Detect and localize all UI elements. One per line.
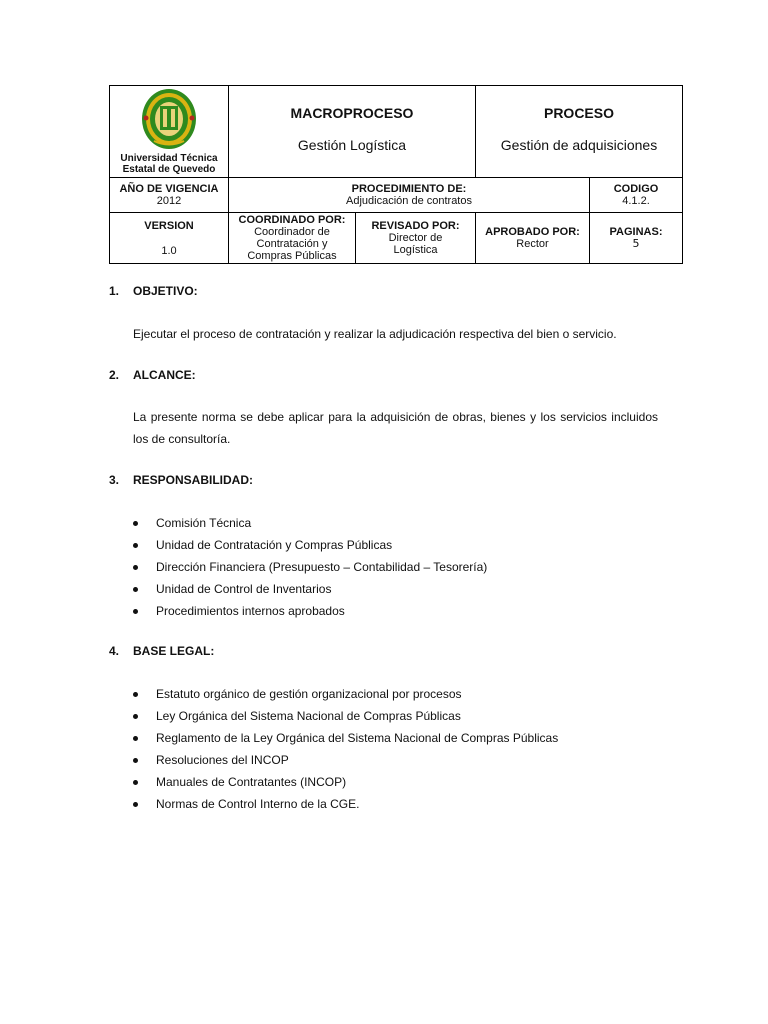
bullet-icon bbox=[133, 565, 138, 570]
version-label: VERSION bbox=[144, 219, 194, 232]
proceso-cell bbox=[476, 86, 683, 178]
coordinado-cell bbox=[229, 213, 356, 264]
list-item-text: Resoluciones del INCOP bbox=[156, 753, 289, 767]
list-item-text: Unidad de Contratación y Compras Públicas bbox=[156, 538, 393, 552]
bullet-icon bbox=[133, 587, 138, 592]
logo-cell bbox=[110, 86, 229, 178]
section-base-legal-title bbox=[109, 644, 214, 658]
list-item bbox=[133, 512, 487, 534]
list-item-text: Normas de Control Interno de la CGE. bbox=[156, 797, 360, 811]
codigo-cell bbox=[590, 178, 683, 213]
coordinado-label: COORDINADO POR: bbox=[238, 214, 346, 226]
university-name-line1: Universidad Técnica bbox=[120, 153, 218, 164]
aprobado-label: APROBADO POR: bbox=[485, 226, 580, 238]
section-number: 3. bbox=[109, 473, 120, 487]
list-item bbox=[133, 578, 487, 600]
procedimiento-cell bbox=[229, 178, 590, 213]
list-item bbox=[133, 534, 487, 556]
macroproceso-value: Gestión Logística bbox=[297, 137, 407, 153]
revisado-value-line2: Logística bbox=[393, 244, 438, 256]
bullet-icon bbox=[133, 692, 138, 697]
section-title-text: RESPONSABILIDAD: bbox=[133, 473, 254, 487]
section-responsabilidad-title bbox=[109, 473, 253, 487]
section-number: 4. bbox=[109, 644, 120, 658]
revisado-label: REVISADO POR: bbox=[371, 220, 460, 232]
list-item-text: Comisión Técnica bbox=[156, 516, 252, 530]
bullet-icon bbox=[133, 521, 138, 526]
bullet-icon bbox=[133, 543, 138, 548]
procedimiento-value: Adjudicación de contratos bbox=[346, 195, 472, 207]
document-header-table bbox=[109, 85, 683, 264]
list-item-text: Unidad de Control de Inventarios bbox=[156, 582, 332, 596]
paginas-value: 5 bbox=[632, 237, 640, 250]
paginas-label: PAGINAS: bbox=[609, 226, 663, 238]
section-title-text: BASE LEGAL: bbox=[133, 644, 215, 658]
list-item bbox=[133, 600, 487, 622]
macroproceso-cell bbox=[229, 86, 476, 178]
coordinado-value-line1: Coordinador de bbox=[254, 226, 330, 238]
section-number: 1. bbox=[109, 284, 120, 298]
section-title-text: ALCANCE: bbox=[133, 368, 196, 382]
list-item bbox=[133, 727, 558, 749]
list-item bbox=[133, 705, 558, 727]
codigo-label: CODIGO bbox=[613, 183, 659, 195]
section-alcance-title bbox=[109, 368, 196, 382]
bullet-icon bbox=[133, 802, 138, 807]
version-value: 1.0 bbox=[161, 244, 177, 257]
list-item-text: Ley Orgánica del Sistema Nacional de Compras Públicas bbox=[156, 709, 461, 723]
university-seal-logo bbox=[138, 88, 200, 150]
base-legal-list bbox=[133, 683, 558, 815]
coordinado-value-line3: Compras Públicas bbox=[247, 250, 337, 262]
objetivo-paragraph: Ejecutar el proceso de contratación y realizar la adjudicación respectiva del bien o servicio. bbox=[133, 327, 617, 341]
alcance-paragraph: La presente norma se debe aplicar para la adquisición de obras, bienes y los servicios incluidos los de consultoría. bbox=[133, 410, 658, 446]
bullet-icon bbox=[133, 780, 138, 785]
vigencia-label: AÑO DE VIGENCIA bbox=[119, 183, 219, 195]
bullet-icon bbox=[133, 736, 138, 741]
codigo-value: 4.1.2. bbox=[622, 195, 650, 207]
university-name-line2: Estatal de Quevedo bbox=[122, 164, 216, 175]
bullet-icon bbox=[133, 758, 138, 763]
macroproceso-label: MACROPROCESO bbox=[290, 105, 414, 121]
section-number: 2. bbox=[109, 368, 120, 382]
proceso-value: Gestión de adquisiciones bbox=[500, 137, 658, 153]
responsabilidad-list bbox=[133, 512, 487, 622]
vigencia-cell bbox=[110, 178, 229, 213]
list-item-text: Dirección Financiera (Presupuesto – Contabilidad – Tesorería) bbox=[156, 560, 488, 574]
list-item-text: Reglamento de la Ley Orgánica del Sistema Nacional de Compras Públicas bbox=[156, 731, 559, 745]
list-item bbox=[133, 556, 487, 578]
list-item-text: Estatuto orgánico de gestión organizacional por procesos bbox=[156, 687, 462, 701]
list-item bbox=[133, 771, 558, 793]
bullet-icon bbox=[133, 609, 138, 614]
paginas-cell bbox=[590, 213, 683, 264]
revisado-cell bbox=[356, 213, 476, 264]
list-item bbox=[133, 683, 558, 705]
bullet-icon bbox=[133, 714, 138, 719]
section-title-text: OBJETIVO: bbox=[133, 284, 198, 298]
list-item bbox=[133, 749, 558, 771]
version-cell bbox=[110, 213, 229, 264]
procedimiento-label: PROCEDIMIENTO DE: bbox=[351, 183, 467, 195]
list-item bbox=[133, 793, 558, 815]
vigencia-value: 2012 bbox=[156, 195, 182, 207]
section-objetivo-title bbox=[109, 284, 198, 298]
revisado-value-line1: Director de bbox=[388, 232, 443, 244]
list-item-text: Procedimientos internos aprobados bbox=[156, 604, 345, 618]
list-item-text: Manuales de Contratantes (INCOP) bbox=[156, 775, 347, 789]
aprobado-cell bbox=[476, 213, 590, 264]
proceso-label: PROCESO bbox=[543, 105, 614, 121]
aprobado-value: Rector bbox=[516, 238, 549, 250]
coordinado-value-line2: Contratación y bbox=[256, 238, 328, 250]
